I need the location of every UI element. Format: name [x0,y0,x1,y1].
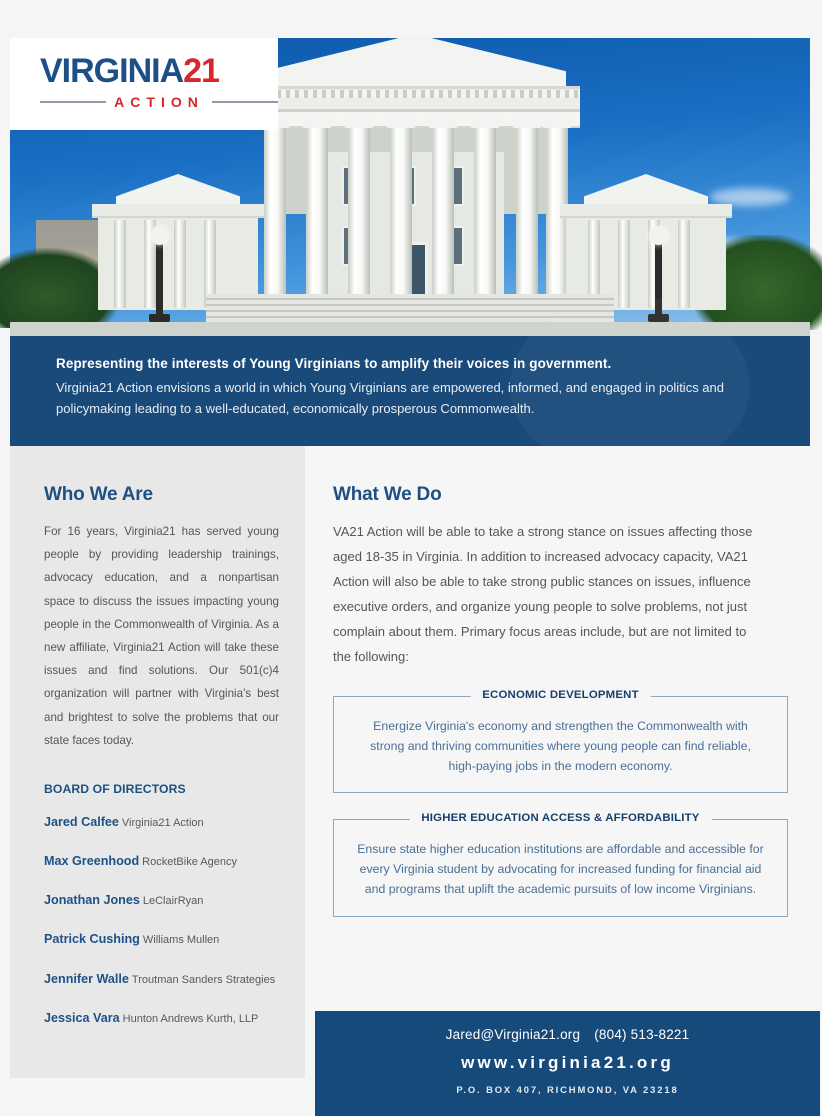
wing-column [114,220,126,308]
who-we-are-body: For 16 years, Virginia21 has served young people by providing leadership trainings, advocacy education, and a nonpartisan space to discuss the issues impacting young people in the Commonwealth of Virginia. As a new affiliate, Virginia21 Action will take these issues and find solutions. Our 501(c)4 organization will partner with Virginia's best and brightest to solve the problems that our state faces today. [44,525,279,747]
capitol-portico [250,34,580,306]
wing-column [678,220,690,308]
board-member-org: Troutman Sanders Strategies [131,973,276,986]
right-column [305,446,810,1078]
column-row [250,126,580,306]
contact-address: P.O. BOX 407, RICHMOND, VA 23218 [456,1084,679,1095]
contact-website[interactable]: www.virginia21.org [461,1053,674,1072]
logo-wordmark [40,54,278,88]
board-member [44,969,279,988]
column [390,126,412,306]
focus-area-higher-education [333,812,788,917]
board-member-name: Jessica Vara [44,1010,120,1025]
dentil-molding [250,90,580,98]
column [432,126,454,306]
wing-entablature [560,204,732,218]
column [264,126,286,306]
contact-phone[interactable]: (804) 513-8221 [594,1027,690,1042]
mission-body: Virginia21 Action envisions a world in which Young Virginians are empowered, informed, and engaged in politics and policymaking leading to a well-educated, economically prosperous Commonwealth. [56,380,725,417]
logo-rule-right [212,101,278,103]
focus-area-title: HIGHER EDUCATION ACCESS & AFFORDABILITY [409,812,711,824]
wing-entablature [92,204,264,218]
board-member-name: Max Greenhood [44,854,140,869]
logo-rule-left [40,101,106,103]
what-we-do-body: VA21 Action will be able to take a strong stance on issues affecting those aged 18-35 in Virginia. In addition to increased advocacy capacity, VA21 Action will also be able to take strong public stances on issues, influence executive orders, and organize young people to solve problems, not just complain about them. Primary focus areas include, but are not limited to the following: [333,524,753,664]
board-member-org: Hunton Andrews Kurth, LLP [122,1012,259,1025]
column [306,126,328,306]
board-member-org: Williams Mullen [142,934,220,947]
board-member-org: RocketBike Agency [142,856,237,869]
focus-area-body: Ensure state higher education institutions are affordable and accessible for every Virginia student by advocating for increased funding for financial aid and programs that uplift the academic pursuits of low income Virginians. [357,842,764,897]
column [348,126,370,306]
contact-footer [315,1011,820,1116]
board-member [44,812,279,831]
lamp-post-left [156,240,163,318]
what-we-do-heading: What We Do [333,484,442,505]
board-member-org: Virginia21 Action [121,816,204,829]
board-member [44,851,279,870]
board-member-name: Jonathan Jones [44,893,140,908]
flyer-page [10,38,810,1095]
contact-line [315,1027,820,1042]
column [516,126,538,306]
column [474,126,496,306]
board-member-name: Jennifer Walle [44,971,129,986]
focus-area-title: ECONOMIC DEVELOPMENT [470,689,651,701]
focus-area-body: Energize Virginia's economy and strengthen the Commonwealth with strong and thriving communities where young people can find reliable, high-paying jobs in the modern economy. [370,718,751,773]
board-member [44,929,279,948]
board-member-org: LeClairRyan [142,895,204,908]
board-member-name: Jared Calfee [44,814,119,829]
logo-tagline-row [40,94,278,110]
focus-area-economic-development [333,688,788,794]
who-we-are-heading: Who We Are [44,484,153,505]
board-member [44,1008,279,1027]
logo-tagline-text: ACTION [114,94,204,110]
wing-column [618,220,630,308]
board-member [44,890,279,909]
logo-number-text: 21 [183,52,219,90]
board-of-directors-heading: BOARD OF DIRECTORS [44,781,186,796]
right-column-inner [305,484,810,917]
wing-column [174,220,186,308]
hero-capitol-image [10,38,810,336]
left-column [10,446,305,1078]
logo-brand-text: VIRGINIA [40,52,184,90]
content-columns [10,446,810,1078]
contact-email[interactable]: Jared@Virginia21.org [445,1027,581,1042]
board-member-name: Patrick Cushing [44,932,140,947]
virginia21-action-logo [10,38,278,130]
mission-band [10,336,810,446]
mission-headline: Representing the interests of Young Virginians to amplify their voices in government. [56,356,612,371]
capitol-wing-right [560,174,732,310]
capitol-wing-left [92,174,264,310]
